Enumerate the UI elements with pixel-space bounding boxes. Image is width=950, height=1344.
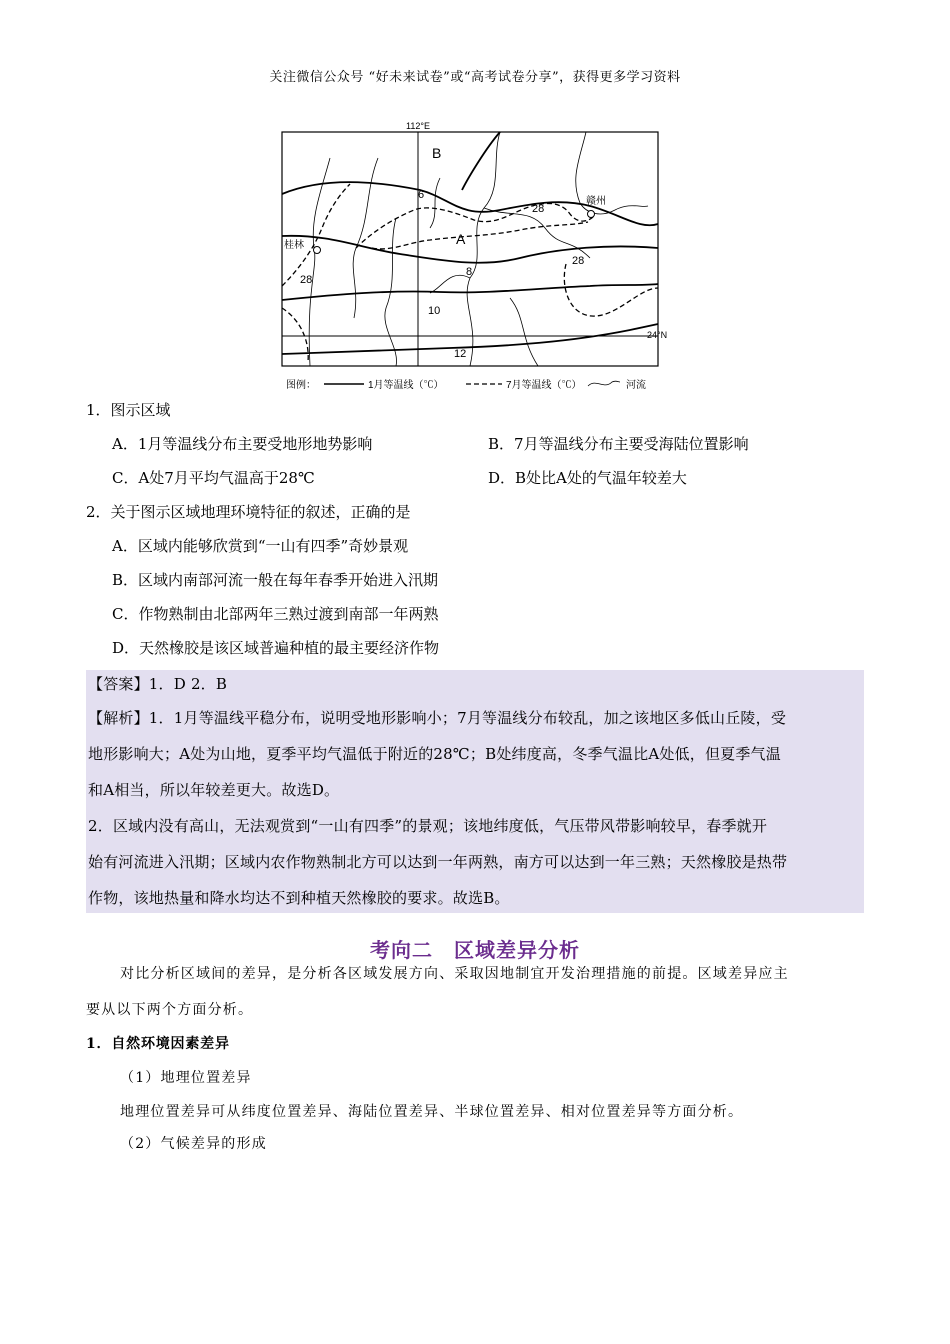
analysis-line-1: 【解析】1．1月等温线平稳分布，说明受地形影响小；7月等温线分布较乱，加之该地区多低山丘陵，受 — [88, 709, 787, 727]
answer-line: 【答案】1．D 2．B — [88, 675, 228, 693]
isotherm-12-label: 12 — [454, 348, 467, 360]
q1-option-c: C．A处7月平均气温高于28℃ — [112, 469, 315, 487]
q1-option-a: A．1月等温线分布主要受地形地势影响 — [112, 435, 373, 453]
isotherm-28-label-b: 28 — [300, 274, 313, 286]
legend-january: 1月等温线（℃） — [368, 380, 444, 391]
subheading-location: （1）地理位置差异 — [120, 1070, 252, 1086]
question-1-stem: 1．图示区域 — [86, 401, 171, 419]
analysis-line-2: 地形影响大；A处为山地，夏季平均气温低于附近的28℃；B处纬度高，冬季气温比A处低，但夏季气温 — [88, 745, 781, 763]
isotherm-28-label-c: 28 — [572, 255, 585, 267]
legend-river: 河流 — [626, 380, 646, 391]
intro-line-1: 对比分析区域间的差异，是分析各区域发展方向、采取因地制宜开发治理措施的前提。区域差异应主 — [120, 966, 789, 982]
heading-natural-factors: 1．自然环境因素差异 — [86, 1036, 230, 1052]
location-text: 地理位置差异可从纬度位置差异、海陆位置差异、半球位置差异、相对位置差异等方面分析。 — [120, 1104, 744, 1120]
isotherm-28-label-a: 28 — [532, 203, 545, 215]
city-guilin-marker — [314, 247, 321, 254]
isotherm-10-label: 10 — [428, 305, 441, 317]
intro-line-2: 要从以下两个方面分析。 — [86, 1002, 254, 1018]
page-header: 关注微信公众号 “好未来试卷”或“高考试卷分享”，获得更多学习资料 — [269, 70, 681, 85]
q1-option-b: B．7月等温线分布主要受海陆位置影响 — [488, 435, 749, 453]
q1-option-d: D．B处比A处的气温年较差大 — [488, 469, 687, 487]
isotherm-6-label: 6 — [418, 189, 425, 201]
subheading-climate: （2）气候差异的形成 — [120, 1136, 267, 1152]
point-b-label: B — [432, 145, 442, 161]
city-ganzhou-label: 赣州 — [586, 196, 606, 207]
map-legend — [286, 378, 646, 391]
q2-option-c: C．作物熟制由北部两年三熟过渡到南部一年两熟 — [112, 605, 439, 623]
city-ganzhou-marker — [588, 211, 595, 218]
analysis-line-6: 作物，该地热量和降水均达不到种植天然橡胶的要求。故选B。 — [88, 889, 510, 907]
q2-option-b: B．区域内南部河流一般在每年春季开始进入汛期 — [112, 571, 439, 589]
january-isotherms — [282, 132, 658, 354]
q2-option-d: D．天然橡胶是该区域普遍种植的最主要经济作物 — [112, 639, 440, 657]
rivers — [309, 132, 648, 366]
legend-july: 7月等温线（℃） — [506, 380, 582, 391]
city-guilin-label: 桂林 — [284, 240, 304, 251]
section-title: 考向二 区域差异分析 — [370, 938, 580, 962]
question-2-stem: 2．关于图示区域地理环境特征的叙述，正确的是 — [86, 503, 411, 521]
q2-option-a: A．区域内能够欣赏到“一山有四季”奇妙景观 — [112, 537, 409, 555]
point-a-label: A — [456, 231, 466, 247]
lon-label: 112°E — [406, 121, 430, 131]
analysis-line-5: 始有河流进入汛期；区域内农作物熟制北方可以达到一年两熟，南方可以达到一年三熟；天然橡胶是热带 — [88, 853, 788, 871]
analysis-line-4: 2．区域内没有高山，无法观赏到“一山有四季”的景观；该地纬度低，气压带风带影响较早，春季就开 — [88, 817, 768, 835]
legend-prefix: 图例： — [286, 380, 316, 391]
isotherm-8-label: 8 — [466, 266, 473, 278]
lat-label: 24°N — [647, 330, 668, 340]
analysis-line-3: 和A相当，所以年较差更大。故选D。 — [88, 781, 340, 799]
isotherm-map — [270, 118, 680, 398]
map-frame — [282, 132, 658, 366]
